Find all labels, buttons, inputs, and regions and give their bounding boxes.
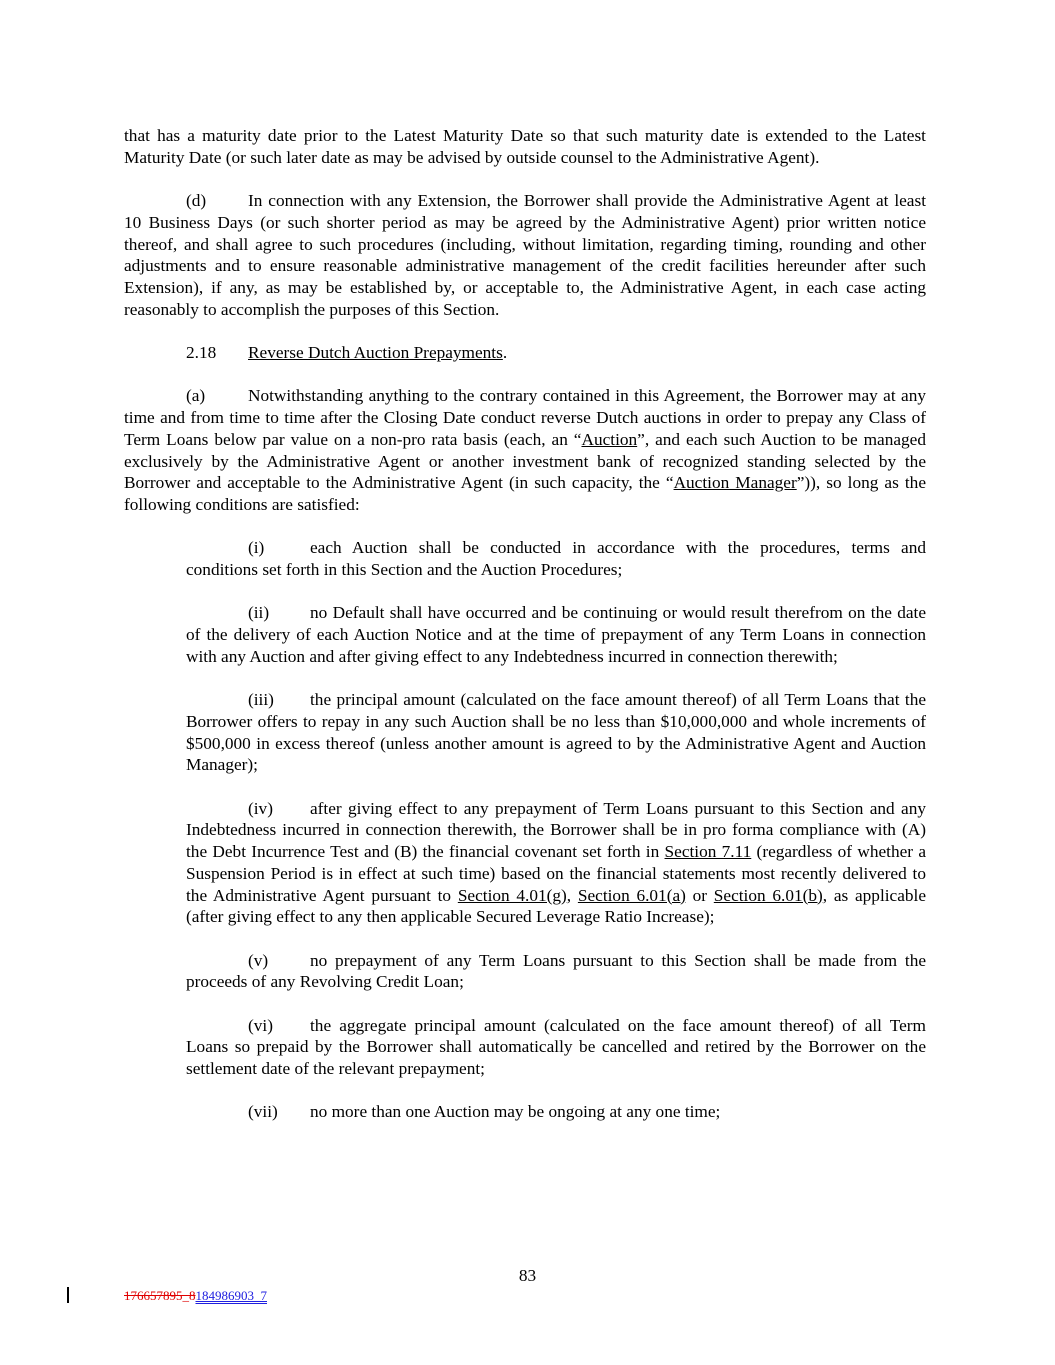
- document-id: [124, 1288, 267, 1304]
- paragraph-text: (regardless of whether a Suspension Period is in effect at such time) based on the financial statements most recently delivered to the Administrative Agent pursuant to: [186, 842, 926, 905]
- paragraph-text: ”, and each such Auction to be managed exclusively by the Administrative Agent or another investment bank of recognized standing selected by the Borrower and acceptable to the Administrative Agent (in such capacity, the “: [124, 429, 926, 493]
- paragraph: [186, 798, 926, 928]
- defined-term: Section 7.11: [664, 842, 752, 862]
- paragraph-text: the principal amount (calculated on the face amount thereof) of all Term Loans that the Borrower offers to repay in any such Auction shall be no less than $10,000,000 and whole increments of $500,000 in excess thereof (unless another amount is agreed to by the Administrative Agent and Auction Manager);: [186, 690, 926, 775]
- paragraph-text: the aggregate principal amount (calculated on the face amount thereof) of all Term Loans so prepaid by the Borrower shall automatically be cancelled and retired by the Borrower on the settlement date of the relevant prepayment;: [186, 1015, 926, 1079]
- paragraph-text: , as applicable (after giving effect to any then applicable Secured Leverage Ratio Increase);: [186, 885, 927, 927]
- defined-term: Auction: [581, 429, 638, 449]
- paragraph-text: each Auction shall be conducted in accordance with the procedures, terms and conditions set forth in this Section and the Auction Procedures;: [186, 538, 926, 579]
- defined-term: Reverse Dutch Auction Prepayments: [248, 343, 503, 362]
- paragraph-label: 2.18: [186, 343, 217, 362]
- paragraph-label: (iv): [248, 798, 273, 818]
- paragraph-text: that has a maturity date prior to the Latest Maturity Date so that such maturity date is extended to the Latest Maturity Date (or such later date as may be advised by outside counsel to the Administrative Agent).: [124, 126, 926, 167]
- paragraph-text: no prepayment of any Term Loans pursuant to this Section shall be made from the proceeds of any Revolving Credit Loan;: [186, 950, 926, 992]
- defined-term: Section 6.01(a): [577, 885, 686, 905]
- paragraph-label: (d): [186, 191, 207, 211]
- paragraph-label: (a): [186, 386, 206, 406]
- paragraph-label: (ii): [248, 603, 270, 623]
- paragraph: [124, 125, 926, 168]
- paragraph: [186, 602, 926, 667]
- paragraph-text: In connection with any Extension, the Borrower shall provide the Administrative Agent at least 10 Business Days (or such shorter period as may be agreed by the Administrative Agent) prior written notice thereof, and shall agree to such procedures (including, without limitation, regarding timing, rounding and other adjustments and to ensure reasonable administrative management of the credit facilities hereunder after such Extension), if any, as may be established by, or acceptable to, the Administrative Agent, in each case acting reasonably to accomplish the purposes of this Section.: [124, 191, 926, 319]
- defined-term: Section 6.01(b): [713, 885, 823, 905]
- paragraph-label: (i): [248, 538, 265, 558]
- document-body: [124, 125, 926, 1145]
- paragraph-text: no Default shall have occurred and be continuing or would result therefrom on the date of the delivery of each Auction Notice and at the time of prepayment of any Term Loans in connection with any Auction and after giving effect to any Indebtedness incurred in connection therewith;: [186, 603, 926, 666]
- paragraph-text: no more than one Auction may be ongoing at any one time;: [310, 1102, 721, 1122]
- paragraph: [186, 537, 926, 580]
- paragraph-label: (v): [248, 950, 269, 970]
- paragraph-text: ,: [566, 885, 578, 905]
- paragraph-text: after giving effect to any prepayment of Term Loans pursuant to this Section and any Indebtedness incurred in connection therewith, the Borrower shall be in pro forma compliance with (A) the Debt Incurrence Test and (B) the financial covenant set forth in: [186, 798, 926, 862]
- paragraph: [124, 342, 926, 364]
- paragraph-text: or: [685, 885, 714, 905]
- defined-term: Auction Manager: [673, 473, 797, 493]
- paragraph-text: Notwithstanding anything to the contrary contained in this Agreement, the Borrower may at any time and from time to time after the Closing Date conduct reverse Dutch auctions in order to prepay any Class of Term Loans below par value on a non-pro rata basis (each, an “: [124, 386, 926, 449]
- paragraph: [186, 1015, 926, 1080]
- inserted-doc-id: 184986903_7: [195, 1288, 267, 1303]
- paragraph-text: .: [502, 343, 508, 362]
- paragraph: [124, 190, 926, 320]
- paragraph-text: ”)), so long as the following conditions are satisfied:: [124, 473, 926, 514]
- change-bar: [67, 1287, 69, 1303]
- paragraph-label: (vi): [248, 1015, 273, 1035]
- paragraph: [186, 950, 926, 993]
- defined-term: Section 4.01(g): [457, 885, 567, 905]
- page-number: 83: [518, 1266, 537, 1285]
- deleted-doc-id: 176657895_8: [124, 1288, 196, 1303]
- paragraph-label: (vii): [248, 1102, 278, 1122]
- paragraph-label: (iii): [248, 690, 274, 710]
- paragraph: [186, 689, 926, 776]
- paragraph: [186, 1101, 926, 1123]
- paragraph: [124, 385, 926, 515]
